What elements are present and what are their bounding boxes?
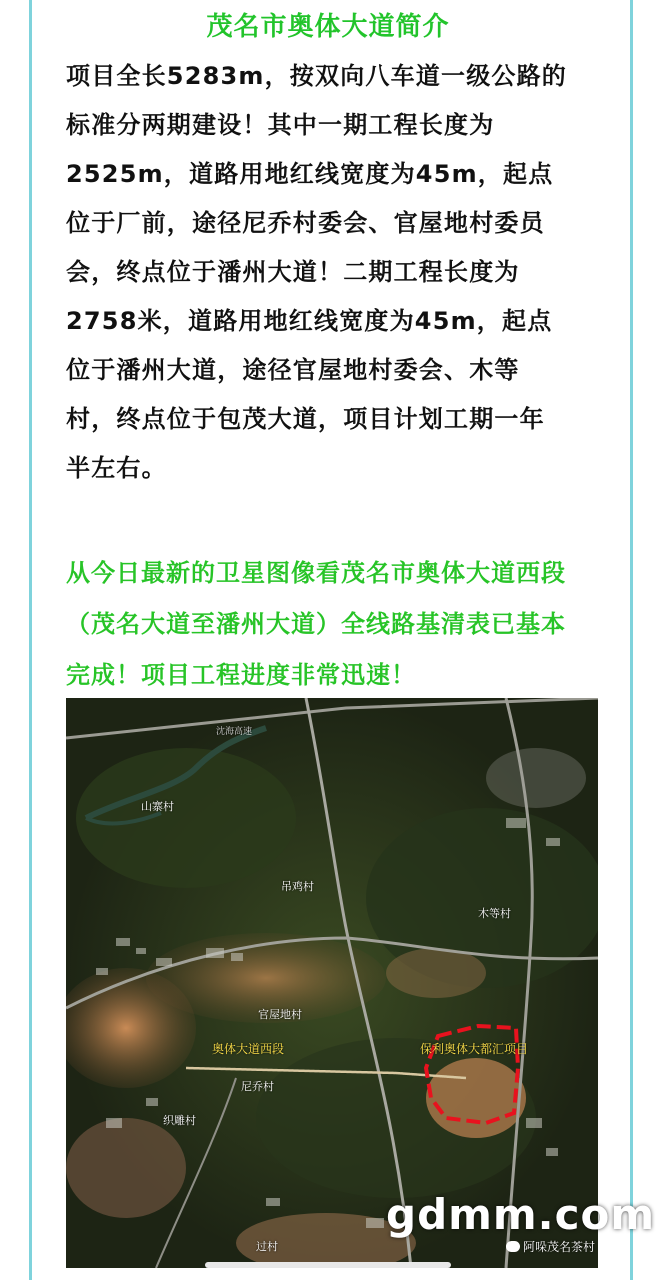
map-label-baoli-project: 保利奥体大都汇项目 (420, 1042, 529, 1056)
site-watermark: gdmm.com (386, 1190, 656, 1239)
left-frame-border (29, 0, 32, 1280)
progress-note (66, 548, 626, 701)
intro-line: 半左右。 (66, 454, 167, 482)
map-label-shanzhai: 山寨村 (141, 800, 174, 813)
intro-line: 2758米，道路用地红线宽度为45m，起点 (66, 307, 553, 335)
source-tag (506, 1238, 595, 1255)
map-label-guanwudi: 官屋地村 (258, 1008, 302, 1021)
satellite-map-image[interactable] (66, 698, 598, 1268)
map-label-mudeng: 木等村 (478, 907, 511, 920)
map-label-guocun: 过村 (256, 1240, 278, 1253)
map-label-niqiao: 尼乔村 (241, 1080, 274, 1093)
progress-note-line: 从今日最新的卫星图像看茂名市奥体大道西段 (66, 559, 566, 587)
intro-line: 村，终点位于包茂大道，项目计划工期一年 (66, 405, 545, 433)
wechat-icon (506, 1241, 520, 1252)
intro-line: 2525m，道路用地红线宽度为45m，起点 (66, 160, 554, 188)
map-label-highway: 沈海高速 (216, 727, 253, 737)
intro-line: 项目全长5283m，按双向八车道一级公路的 (66, 62, 568, 90)
right-frame-border (630, 0, 633, 1280)
source-tag-text: 阿哚茂名茶村 (523, 1240, 596, 1254)
progress-note-line: 完成！项目工程进度非常迅速！ (66, 661, 416, 689)
article-title: 茂名市奥体大道简介 (206, 12, 450, 42)
intro-paragraph (66, 52, 606, 493)
satellite-terrain (66, 698, 598, 1268)
home-indicator[interactable] (205, 1262, 451, 1268)
intro-line: 标准分两期建设！其中一期工程长度为 (66, 111, 495, 139)
progress-note-line: （茂名大道至潘州大道）全线路基清表已基本 (66, 610, 566, 638)
intro-line: 位于厂前，途径尼乔村委会、官屋地村委员 (66, 209, 545, 237)
map-label-aoti-west: 奥体大道西段 (212, 1042, 285, 1056)
map-label-zhidiao: 织雕村 (163, 1114, 196, 1127)
intro-line: 位于潘州大道，途径官屋地村委会、木等 (66, 356, 520, 384)
intro-line: 会，终点位于潘州大道！二期工程长度为 (66, 258, 520, 286)
map-label-diaoji: 吊鸡村 (281, 880, 314, 893)
